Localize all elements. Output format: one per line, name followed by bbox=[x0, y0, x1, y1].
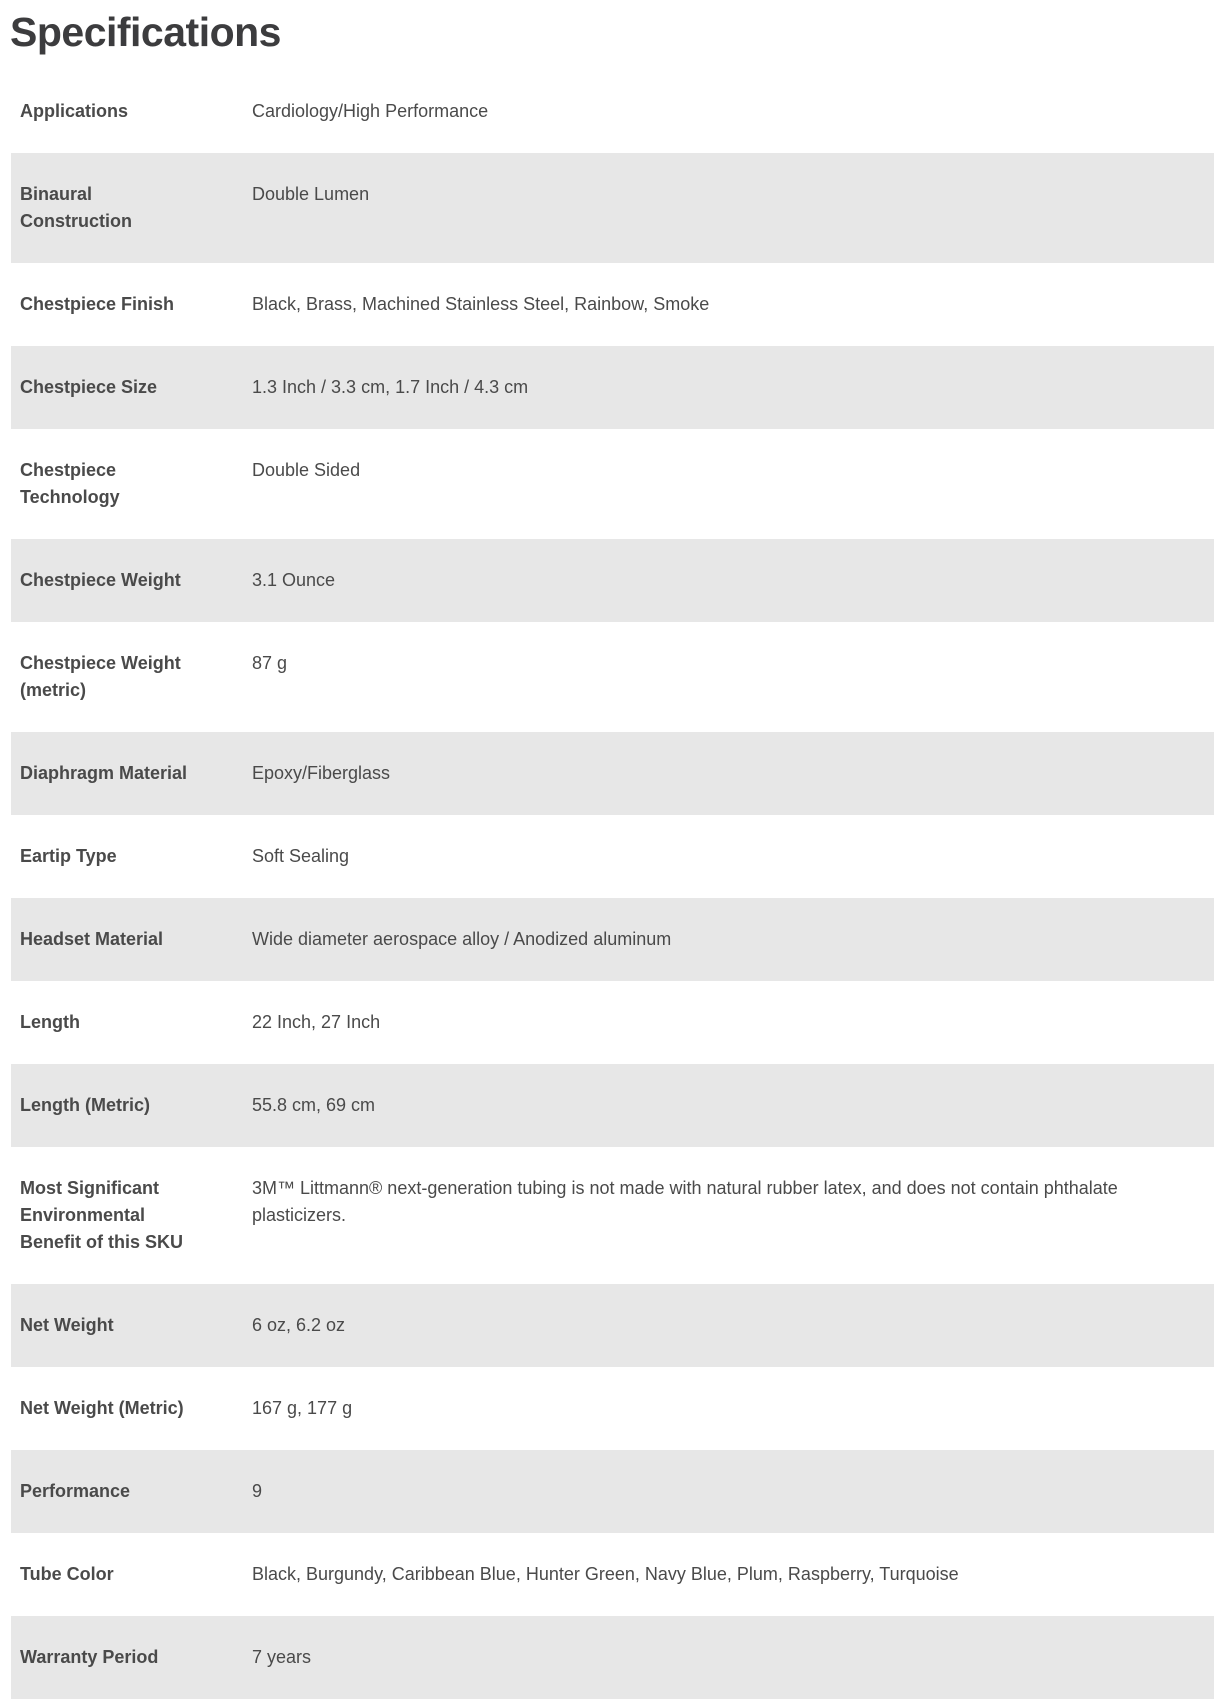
spec-row-label: Length bbox=[20, 1012, 80, 1032]
spec-row-label: Eartip Type bbox=[20, 846, 117, 866]
spec-row bbox=[11, 263, 1214, 346]
spec-row-label: Chestpiece Weight (metric) bbox=[20, 653, 181, 700]
spec-row-label: Binaural Construction bbox=[20, 184, 132, 231]
spec-row-label: Chestpiece Size bbox=[20, 377, 158, 397]
spec-row bbox=[11, 981, 1214, 1064]
spec-row-value: 9 bbox=[252, 1481, 263, 1501]
spec-row bbox=[11, 1147, 1214, 1284]
spec-row-value: Soft Sealing bbox=[252, 846, 350, 866]
spec-row bbox=[11, 346, 1214, 429]
spec-row bbox=[11, 1064, 1214, 1147]
spec-row-value: 3.1 Ounce bbox=[252, 570, 336, 590]
spec-row bbox=[11, 898, 1214, 981]
spec-row bbox=[11, 1533, 1214, 1616]
spec-row-value: Double Sided bbox=[252, 460, 361, 480]
spec-row-label: Length (Metric) bbox=[20, 1095, 150, 1115]
spec-row-label: Chestpiece Technology bbox=[20, 460, 120, 507]
spec-row-label: Applications bbox=[20, 101, 129, 121]
spec-row bbox=[11, 70, 1214, 153]
spec-row-label: Chestpiece Weight bbox=[20, 570, 181, 590]
page-title: Specifications bbox=[10, 9, 281, 55]
spec-row-value: 87 g bbox=[252, 653, 288, 673]
spec-row-value: 167 g, 177 g bbox=[252, 1398, 353, 1418]
spec-row bbox=[11, 153, 1214, 263]
spec-row bbox=[11, 1616, 1214, 1699]
spec-row bbox=[11, 815, 1214, 898]
spec-row-label: Most Significant Environmental Benefit of this SKU bbox=[20, 1178, 184, 1252]
spec-row-value: Black, Burgundy, Caribbean Blue, Hunter Green, Navy Blue, Plum, Raspberry, Turquoise bbox=[252, 1564, 959, 1584]
spec-row-value: 55.8 cm, 69 cm bbox=[252, 1095, 376, 1115]
spec-row-label: Warranty Period bbox=[20, 1647, 159, 1667]
spec-row-label: Net Weight (Metric) bbox=[20, 1398, 184, 1418]
spec-row-value: Double Lumen bbox=[252, 184, 370, 204]
spec-row-value: 3M™ Littmann® next-generation tubing is not made with natural rubber latex, and does not contain phthalate plasticizers. bbox=[252, 1178, 1118, 1225]
spec-row-label: Net Weight bbox=[20, 1315, 114, 1335]
spec-row-value: 1.3 Inch / 3.3 cm, 1.7 Inch / 4.3 cm bbox=[252, 377, 529, 397]
spec-row-label: Tube Color bbox=[20, 1564, 114, 1584]
spec-row bbox=[11, 1284, 1214, 1367]
spec-row bbox=[11, 622, 1214, 732]
spec-row-value: 22 Inch, 27 Inch bbox=[252, 1012, 381, 1032]
specifications-table bbox=[11, 70, 1214, 1699]
spec-row bbox=[11, 429, 1214, 539]
spec-row bbox=[11, 1367, 1214, 1450]
spec-row-label: Performance bbox=[20, 1481, 131, 1501]
spec-row-label: Chestpiece Finish bbox=[20, 294, 175, 314]
spec-row-value: 7 years bbox=[252, 1647, 312, 1667]
spec-row-value: Cardiology/High Performance bbox=[252, 101, 489, 121]
spec-row-label: Diaphragm Material bbox=[20, 763, 188, 783]
spec-row bbox=[11, 539, 1214, 622]
spec-row bbox=[11, 1450, 1214, 1533]
spec-row bbox=[11, 732, 1214, 815]
spec-row-label: Headset Material bbox=[20, 929, 164, 949]
spec-row-value: Wide diameter aerospace alloy / Anodized aluminum bbox=[252, 929, 672, 949]
spec-row-value: 6 oz, 6.2 oz bbox=[252, 1315, 346, 1335]
spec-row-value: Black, Brass, Machined Stainless Steel, Rainbow, Smoke bbox=[252, 294, 710, 314]
spec-row-value: Epoxy/Fiberglass bbox=[252, 763, 391, 783]
